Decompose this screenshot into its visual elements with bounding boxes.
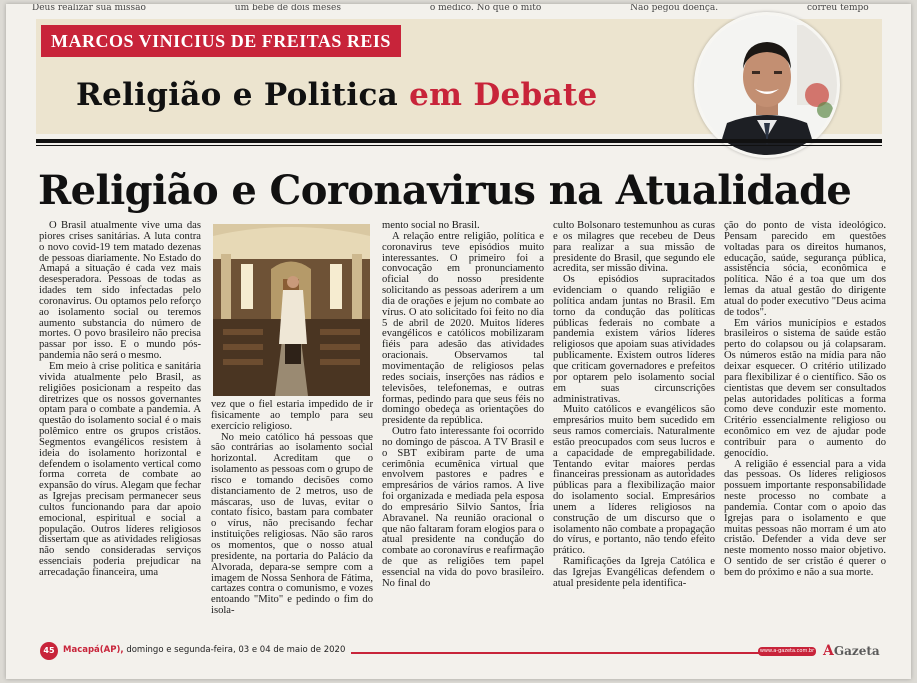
footer-place: Macapá(AP), [63,645,124,655]
paragraph: A relação entre religião, política e coronavirus teve episódios muito interessantes. O primeiro foi a convocação em pronunciamento oficial do nosso presidente solicitando as pessoas aderirem a um dia de orações e jejum no combate ao vírus. O ato solicitado foi feito no dia 5 de abril de 2020. Muitos líderes evangélicos e católicos mobilizaram fiéis para adesão das atividades oracionais. Observamos tal movimentação de religiosos pelas redes sociais, inserções nas rádios e televisões, telefonemas, e outras formas, pedindo para que seus féis no domingo obedeça as orientações do presidente da república. [382,230,544,427]
page-footer [36,642,882,662]
website-url: www.a-gazeta.com.br [759,648,815,654]
paragraph: Ramificações da Igreja Católica e das Igrejas Evangélicas defendem o atual presidente pela identifica- [553,556,715,589]
logo-letter: A [823,643,834,659]
paragraph: O Brasil atualmente vive uma das piores crises sanitárias. A luta contra o novo covid-19 tem matado dezenas de pessoas diariamente. No Estado do Amapá a situação é cada vez mais desesperadora. Pessoas de todas as idades tem sido infectadas pelo coronavirus. Ou optamos pelo reforço ao isolamento social ou teremos aumento substancia do número de mortes. O povo brasileiro não precisa passar por isso. E o mundo pós-pandemia não será o mesmo. [39,220,201,362]
article-column-1 [39,221,201,579]
paragraph: No meio católico há pessoas que são contrárias ao isolamento social horizontal. Acreditam que o isolamento as pessoas com o grupo de risco e tomando decisões como distanciamento de 2 metros, uso de máscaras, uso de luvas, evitar o contato físico, bastam para combater o vírus, não precisando fechar instituições religiosas. Não são raros os momentos, que o nosso atual presidente, na portaria do Palácio da Alvorada, depara-se sempre com a imagem de Nossa Senhora de Fátima, cartazes contra o comunismo, e vozes entoando "Mito" e pedindo o fim do isola- [211,431,373,617]
paragraph: Outro fato interessante foi ocorrido no domingo de páscoa. A TV Brasil e o SBT exibiram parte de uma cerimônia ecumênica virtual que envolvem pastores e padres e empresários de vários ramos. A live foi organizada e mediada pela esposa do empresário Silvio Santos, Íria Abravanel. Na reunião oracional o que não faltaram foram elogios para o atual presidente na condução do combate ao coronavírus e reafirmação de que as religiões tem papel essencial na vida do povo brasileiro. No final do [382,426,544,589]
footer-dateline [63,645,351,655]
column-title-main: Religião e Politica [76,77,399,113]
paragraph: A religião é essencial para a vida das pessoas. Os líderes religiosos possuem importante responsabilidade neste processo no combate a pandemia. Contar com o apoio das Igrejas para o isolamento e que muitas pessoas não morram é um ato cristão. Defender a vida deve ser neste momento nosso maior objetivo. O sentido de ser cristão é querer o bem do próximo e não a sua morte. [724,458,886,578]
newspaper-logo [823,643,880,659]
paragraph: ção do ponto de vista ideológico. Pensam parecido em questões voltadas para os direitos humanos, educação, saúde, segurança pública, assistência sócia, econômica e política. Não é a toa que um dos lemas da atual gestão do dirigente atual do poder executivo "Deus acima de todos". [724,220,886,318]
cut-off-text: o médico. No que o mito [429,4,542,12]
author-banner: MARCOS VINICIUS DE FREITAS REIS [41,25,401,57]
paragraph: culto Bolsonaro testemunhou as curas e os milagres que recebeu de Deus para realizar a sua missão de presidente do Brasil, que segundo ele acredita, ser missão divina. [553,220,715,275]
church-photo [213,224,370,396]
paragraph: Em meio à crise politica e sanitária vivida atualmente pelo Brasil, as religiões posicionam a respeito das diretrizes que os nossos governantes optam para o combate a pandemia. A questão do isolamento social é o mais polêmico entre os grupos cristãos. Segmentos evangélicos resistem à ideia do isolamento horizontal e defendem o isolamento vertical como forma correta de combate ao expansão do vírus. Alegam que fechar as Igrejas precisam permanecer seus cultos funcionando para dar apoio emocional, espiritual e social a população. Outros líderes religiosos dissertam que as atividades religiosas não sendo consideradas serviços essenciais poderia prejudicar na arrecadação financeira, uma [39,360,201,578]
logo-word: Gazeta [833,644,880,658]
article-column-3 [382,221,544,590]
cut-off-text: correu tempo [807,4,869,12]
paragraph: mento social no Brasil. [382,220,480,231]
cut-off-text: Não pegou doença. [630,4,719,12]
page-number: 45 [40,642,58,660]
newspaper-page [6,4,911,679]
divider [36,145,882,146]
paragraph: Os episódios supracitados evidenciam o quando religião e política andam juntas no Brasil. Em torno da condução das políticas públicas federais no combate a pandemia existem vários líderes religiosos que apoiam suas atividades publicamente. Existem outros líderes que criticam governadores e prefeitos por optarem pelo isolamento social em suas circunscrições administrativas. [553,274,715,405]
footer-date: domingo e segunda-feira, 03 e 04 de maio de 2020 [126,645,346,655]
article-column-2 [211,400,373,617]
article-column-4 [553,221,715,590]
article-column-5 [724,221,886,579]
paragraph: Muito católicos e evangélicos são empresários muito bem sucedido em seus ramos comerciais. Naturalmente estão preocupados com seus lucros e a capacidade de empregabilidade. Tentando evitar maiores perdas financeiras pressionam as autoridades públicas para a flexibilização maior do isolamento social. Empresários unem a líderes religiosos na construção de um discurso que o isolamento não combate a propagação do vírus, e portanto, não tendo efeito prático. [553,404,715,557]
column-title [76,77,598,113]
paragraph: Em vários municípios e estados brasileiros o sistema de saúde estão perto do colapsou ou já colapsaram. Os números estão na mídia para não deixar esquecer. O critério utilizado para flexibilizar é o científico. São os cientistas que devem ser consultados pelas autoridades políticas a forma como deve conduzir este momento. Critério essencialmente religioso ou econômico em vez de ajudar pode contribuir para o aumento do genocídio. [724,317,886,459]
divider [36,139,882,143]
author-photo [694,12,840,158]
column-title-accent: em Debate [409,77,598,113]
headline: Religião e Coronavirus na Atualidade [38,167,852,214]
cut-off-previous-text [6,4,911,12]
paragraph: vez que o fiel estaria impedido de ir fisicamente ao templo para seu exercício religioso. [211,399,373,432]
cut-off-text: um bebê de dois meses [234,4,341,12]
cut-off-text: Deus realizar sua missão [32,4,146,12]
